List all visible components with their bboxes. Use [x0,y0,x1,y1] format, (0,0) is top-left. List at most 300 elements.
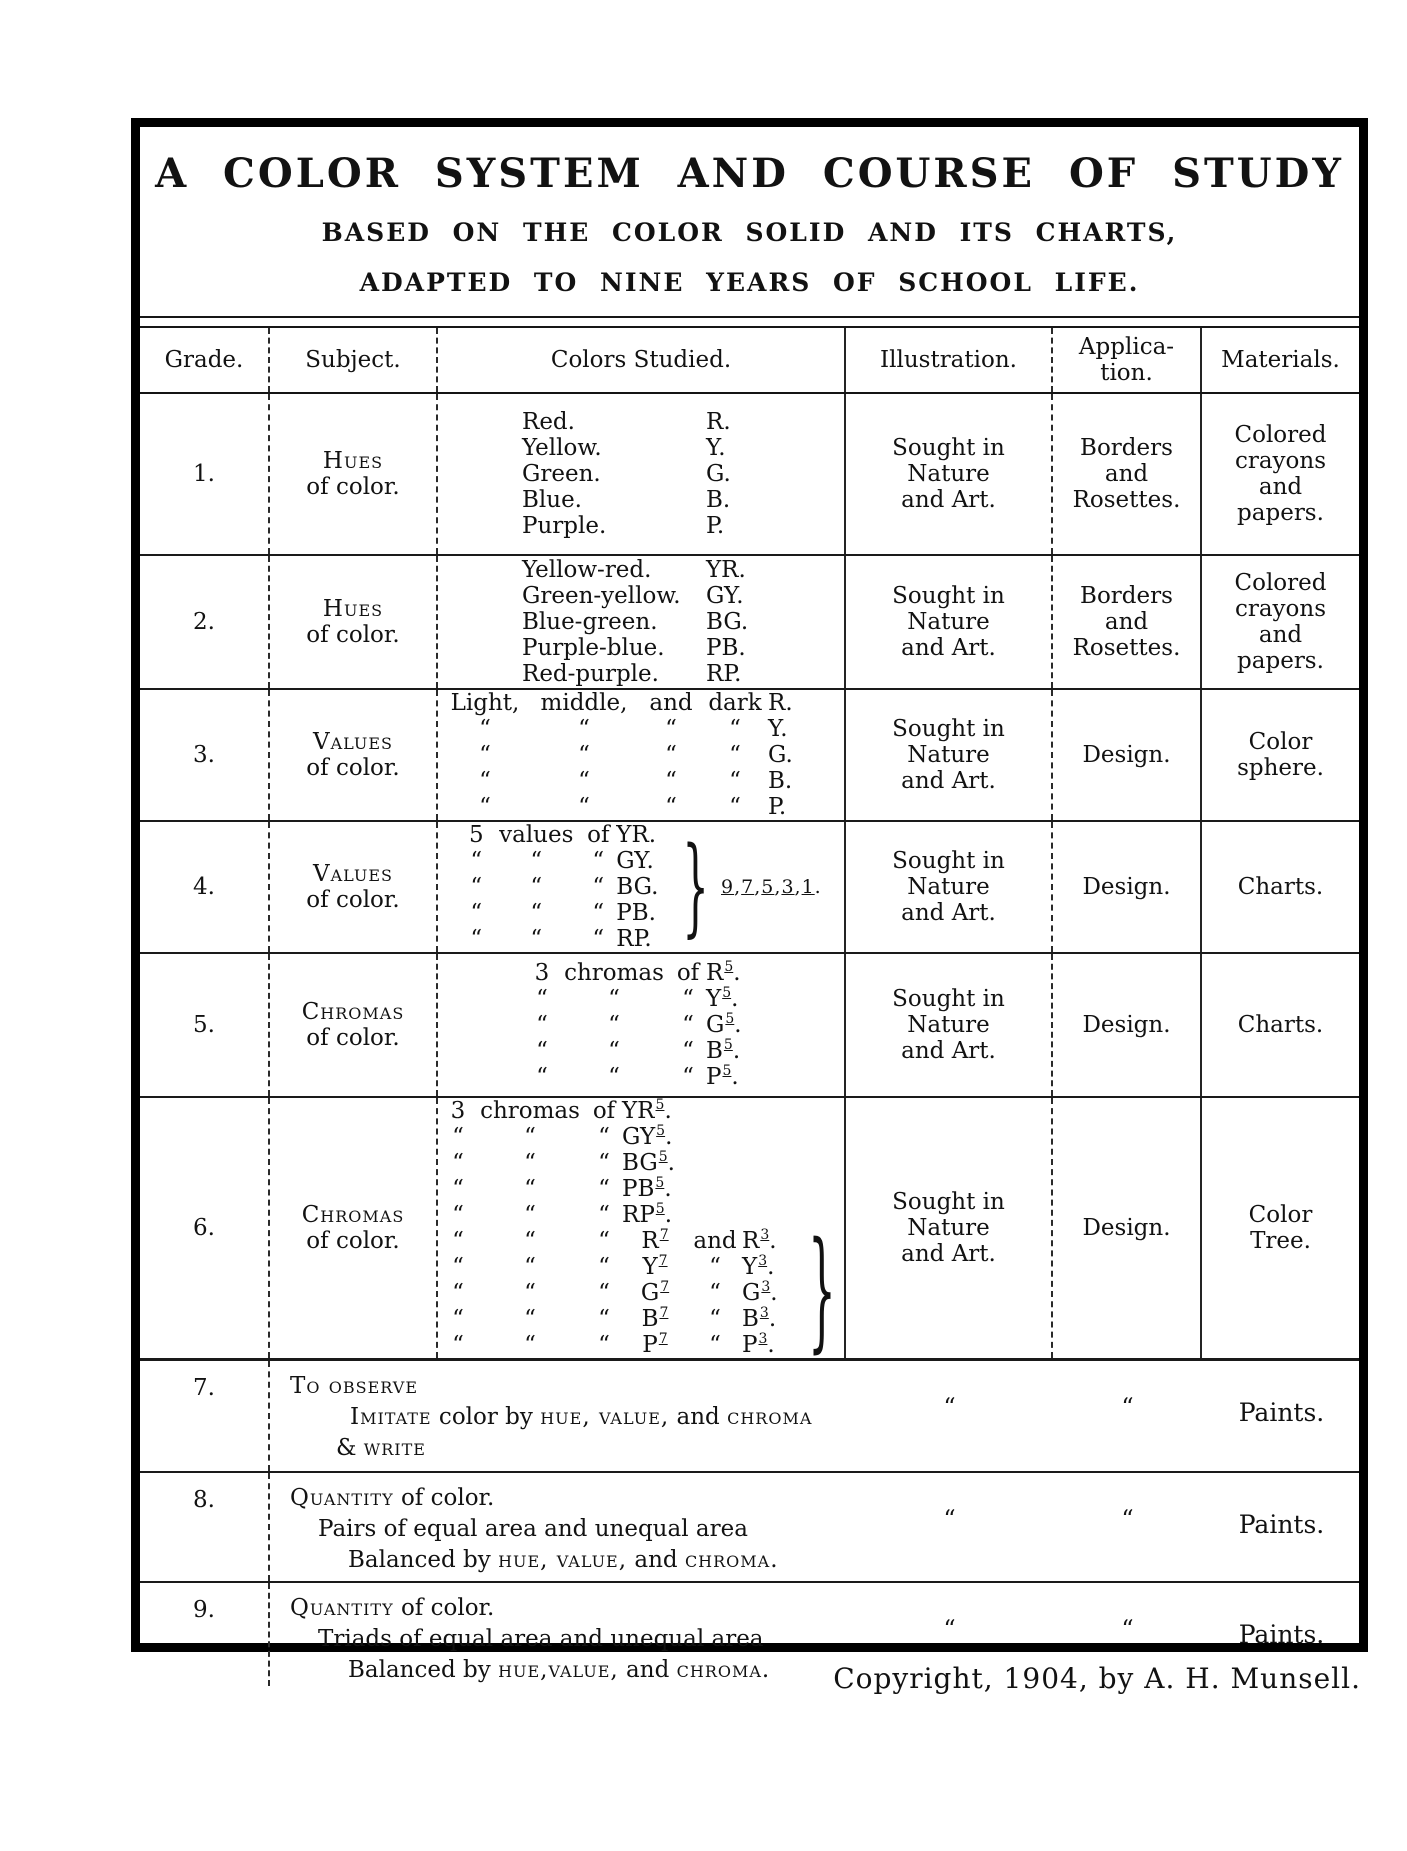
text-line [522,583,760,609]
text-line [1221,347,1340,373]
text-part: chroma [684,1547,771,1573]
text-part: $P^5$. [706,1063,739,1090]
text-part: and [649,690,693,716]
text-part: G. [768,742,793,768]
application-ditto [1053,1361,1202,1464]
text-part: chroma [676,1657,762,1683]
table-row-grade-8 [140,1471,1359,1581]
header-cell-grade [140,328,268,392]
text-line [306,1228,399,1254]
text-part: “ [452,1254,464,1280]
subject-cell [268,556,436,688]
text-line [1073,487,1181,513]
text-part: “ [709,1254,721,1280]
text-part: $G^3$. [742,1279,778,1306]
text-line [290,1593,494,1624]
text-part: Subject. [305,347,401,373]
text-line [892,583,1005,609]
text-line [306,887,399,913]
text-part: , [734,876,742,898]
text-part: B. [706,487,731,513]
text-part: “ [470,900,483,926]
text-line [290,1545,778,1576]
application-ditto [1053,1473,1202,1576]
colors-cell [436,954,844,1096]
text-part: . [814,876,822,898]
grade-cell [140,1098,268,1358]
text-part: “ [524,1254,536,1280]
text-line [907,874,990,900]
application-cell [1051,822,1200,952]
text-line [901,1241,996,1267]
text-part: Color [1248,729,1313,755]
text-part: chromas [480,1098,580,1124]
text-line [522,487,760,513]
text-part: “ [452,1202,464,1228]
text-part: P. [768,794,787,820]
value-steps-note [721,877,822,897]
brace-glyph: } [682,823,710,949]
ditto-mark: “ [943,1615,956,1643]
text-part: “ [536,986,548,1012]
header-cell-illustration [844,328,1051,392]
table-row-grade-7 [140,1358,1359,1471]
text-part: “ [608,986,620,1012]
application-cell [1051,954,1200,1096]
text-part: and Art. [901,768,996,794]
grade-number: 6. [193,1215,215,1241]
text-part: $RP^5$. [622,1201,673,1228]
ditto-grid [442,1098,688,1228]
subject-cell [268,394,436,554]
text-part: papers. [1237,648,1324,674]
text-part: Borders [1080,435,1173,461]
text-line [290,1483,494,1514]
text-part: Tree. [1250,1228,1311,1254]
text-part: color by [431,1404,541,1430]
materials-text: Paints. [1238,1620,1325,1649]
text-part: Nature [907,1012,990,1038]
subject-cell [268,822,436,952]
subject-cell [268,1098,436,1358]
text-part: $P^7$ [642,1331,668,1358]
text-line [442,1254,798,1280]
text-line [306,755,399,781]
text-part: and Art. [901,487,996,513]
text-part: “ [592,900,605,926]
text-part: “ [709,1332,721,1358]
application-cell [1051,556,1200,688]
subject-cell [268,690,436,820]
text-part: chroma [727,1404,813,1430]
text-part: chromas [564,960,664,986]
text-part: and [1258,474,1303,500]
text-line [1105,461,1148,487]
text-line [526,960,756,986]
text-part: Chromas [301,1202,405,1228]
text-part: “ [682,1038,694,1064]
ditto-mark: “ [1121,1615,1134,1643]
text-part: and [1104,609,1149,635]
text-part: $G^7$ [640,1279,670,1306]
table-row-grade-6 [140,1096,1359,1367]
text-line [880,347,1017,373]
text-part: of [587,822,610,848]
text-part: and Art. [901,900,996,926]
text-line [901,900,996,926]
table-row-grade-2 [140,554,1359,688]
text-line [892,716,1005,742]
text-part: PB. [706,635,746,661]
text-line [460,900,674,926]
text-part: Light, [450,690,520,716]
text-line [892,986,1005,1012]
text-part: & [336,1435,364,1461]
text-part: Sought in [892,1189,1005,1215]
illustration-ditto [846,1361,1053,1464]
bottom-row-grid [270,1473,1359,1576]
text-part: “ [608,1038,620,1064]
text-part: RP. [616,926,652,952]
text-part: “ [452,1332,464,1358]
text-part: “ [598,1254,610,1280]
text-part: “ [729,768,741,794]
text-line [1080,583,1173,609]
text-line [892,435,1005,461]
grade-number: 4. [193,874,215,900]
text-part: “ [470,848,483,874]
text-part: “ [536,1064,548,1090]
text-part: GY. [706,583,744,609]
text-part: Y. [706,435,726,461]
grade-cell [140,556,268,688]
text-line [901,635,996,661]
text-part: and [618,1657,677,1683]
grade-cell [140,822,268,952]
text-part: “ [530,848,543,874]
text-line [442,1176,688,1202]
text-line [526,986,756,1012]
materials-cell [1200,1098,1359,1358]
text-part: . [770,1547,778,1573]
text-part: “ [524,1124,536,1150]
text-part: . [761,1657,770,1683]
text-part: Purple. [522,513,607,539]
text-part: of color. [306,474,400,500]
text-line [305,347,400,373]
text-part: Materials. [1221,347,1340,373]
text-line [442,1332,798,1358]
brace-glyph: } [808,1216,836,1367]
text-part: $GY^5$. [622,1123,673,1150]
text-line [522,435,760,461]
text-part: “ [524,1228,536,1254]
text-part: of [676,960,700,986]
text-line [302,999,405,1025]
text-line [313,861,393,887]
text-part: of color. [306,755,400,781]
text-part: “ [592,874,605,900]
text-line [442,1098,688,1124]
text-line [323,448,383,474]
text-part: Rosettes. [1072,635,1181,661]
illustration-cell [844,954,1051,1096]
text-line [306,622,399,648]
text-part: $B^5$. [706,1037,741,1064]
text-part: “ [470,874,483,900]
text-part: Borders [1080,583,1173,609]
text-part: write [363,1435,426,1461]
text-part: of color. [306,622,400,648]
text-line [460,848,674,874]
text-part: Quantity [290,1485,394,1511]
statement-cell [270,1473,846,1576]
grade-cell [140,394,268,554]
text-line [290,1624,764,1655]
text-line [302,1202,405,1228]
text-line [442,1228,798,1254]
text-part: “ [665,716,677,742]
text-line [522,635,760,661]
ditto-grid [460,822,674,952]
application-cell [1051,394,1200,554]
text-part: Grade. [164,347,244,373]
text-part: “ [578,716,590,742]
grade-number: 7. [193,1375,215,1401]
text-part: “ [682,986,694,1012]
text-part: Imitate [350,1404,432,1430]
text-part: “ [524,1176,536,1202]
text-line [522,557,760,583]
text-part: “ [479,768,491,794]
materials-cell [1202,1361,1361,1464]
text-part: crayons [1234,448,1327,474]
illustration-cell [844,394,1051,554]
text-line [522,461,760,487]
text-part: “ [452,1150,464,1176]
materials-cell [1200,556,1359,688]
text-part: and Art. [901,635,996,661]
grade-number: 8. [193,1487,215,1513]
text-line [460,926,674,952]
text-part: $B^3$. [742,1305,777,1332]
text-part: of color. [393,1485,495,1511]
text-line [1249,1202,1313,1228]
illustration-cell [844,556,1051,688]
text-line [442,794,808,820]
text-part: Green. [522,461,601,487]
text-part: “ [578,794,590,820]
text-line [460,874,674,900]
text-part: , [754,876,762,898]
text-part: YR. [616,822,657,848]
text-part: Applica- [1078,334,1175,360]
illustration-cell [844,822,1051,952]
table-row-grade-1 [140,394,1359,554]
text-line [442,768,808,794]
copyright-line: Copyright, 1904, by A. H. Munsell. [833,1662,1361,1695]
text-line [1238,1012,1323,1038]
text-line [460,822,674,848]
grade-cell [140,954,268,1096]
text-part: R. [768,690,793,716]
text-line [165,347,244,373]
text-part: P. [706,513,725,539]
text-part: “ [598,1202,610,1228]
text-part: “ [665,742,677,768]
text-part: middle, [540,690,628,716]
text-part: Color [1248,1202,1313,1228]
text-line [442,690,808,716]
text-part: and [669,1404,728,1430]
text-line [442,716,808,742]
text-part: of color. [306,887,400,913]
text-line [313,729,393,755]
text-line [1235,448,1326,474]
text-part: “ [479,742,491,768]
text-part: 7 [741,876,755,898]
text-line [290,1433,426,1464]
text-part: 3 [534,960,550,986]
text-line [306,1025,399,1051]
text-line [442,1150,688,1176]
text-line [522,513,760,539]
text-part: and [1104,461,1149,487]
text-part: “ [452,1306,464,1332]
colors-cell [436,822,844,952]
text-part: Charts. [1237,1012,1324,1038]
text-part: Colored [1234,422,1327,448]
text-part: 3 [781,876,795,898]
text-part: Nature [907,1215,990,1241]
text-part: G. [706,461,731,487]
title-block [140,127,1359,297]
text-line [522,609,760,635]
values-group [460,822,821,952]
text-part: “ [530,926,543,952]
text-part: Design. [1082,1215,1171,1241]
text-part: “ [524,1306,536,1332]
text-line [1082,1215,1170,1241]
text-part: BG. [616,874,659,900]
grade-cell [140,1361,268,1471]
text-line [1100,360,1153,386]
text-line [522,409,760,435]
text-part: 1 [801,876,815,898]
text-part: Y. [768,716,788,742]
text-part: Rosettes. [1072,487,1181,513]
text-line [901,487,996,513]
text-part: “ [536,1038,548,1064]
grade-cell [140,690,268,820]
text-part: papers. [1237,500,1324,526]
text-part: GY. [616,848,654,874]
text-part: “ [452,1228,464,1254]
text-line [290,1514,748,1545]
text-part: “ [598,1150,610,1176]
text-line [1073,635,1181,661]
text-part: “ [479,794,491,820]
text-line [892,1189,1005,1215]
text-part: “ [536,1012,548,1038]
text-line [892,848,1005,874]
text-part: and Art. [901,1241,996,1267]
text-line [1080,435,1173,461]
text-part: Blue. [522,487,582,513]
document-subtitle-1: BASED ON THE COLOR SOLID AND ITS CHARTS, [321,218,1178,247]
text-part: $P^3$. [742,1331,775,1358]
text-part: Yellow-red. [522,557,652,583]
text-part: “ [729,716,741,742]
text-line [1249,729,1313,755]
text-part: $R^3$. [742,1227,777,1254]
text-part: Values [312,729,394,755]
text-line [526,1012,756,1038]
text-part: “ [530,874,543,900]
document-subtitle-2: ADAPTED TO NINE YEARS OF SCHOOL LIFE. [359,268,1140,297]
text-part: $PB^5$. [622,1175,672,1202]
text-part: Sought in [892,986,1005,1012]
text-part: “ [524,1280,536,1306]
text-part: “ [530,900,543,926]
text-part: of color. [306,1228,400,1254]
text-part: “ [592,848,605,874]
text-line [442,1202,688,1228]
text-part: $Y^7$ [642,1253,668,1280]
text-part: R. [706,409,731,435]
text-part: “ [598,1228,610,1254]
text-part: Red. [522,409,575,435]
ditto-mark: “ [943,1393,956,1421]
text-line [907,742,990,768]
text-part: values [499,822,574,848]
text-line [290,1402,812,1433]
text-part: tion. [1100,360,1153,386]
materials-cell [1200,690,1359,820]
text-part: Illustration. [880,347,1017,373]
text-line [901,1038,996,1064]
text-part: “ [598,1176,610,1202]
text-part: Colors Studied. [550,347,732,373]
text-part: Nature [907,609,990,635]
text-line [442,1124,688,1150]
application-cell [1051,1098,1200,1358]
table-row-grade-3 [140,688,1359,820]
text-part: To observe [290,1373,418,1399]
text-part: Design. [1082,874,1171,900]
text-line [1238,874,1323,900]
text-line [901,768,996,794]
text-part: of color. [393,1595,495,1621]
text-part: Sought in [892,435,1005,461]
materials-cell [1200,954,1359,1096]
text-part: 5 [468,822,484,848]
text-part: Design. [1082,1012,1171,1038]
text-part: “ [578,768,590,794]
text-part: Pairs of equal area and unequal area [318,1516,748,1542]
text-line [323,596,383,622]
text-part: “ [470,926,483,952]
text-part: “ [524,1150,536,1176]
grade-number: 3. [193,742,215,768]
text-part: $Y^3$. [742,1253,775,1280]
colors-cell [436,394,844,554]
text-part: $G^5$. [706,1011,742,1038]
text-part: Blue-green. [522,609,658,635]
grade-number: 5. [193,1012,215,1038]
text-part: Sought in [892,716,1005,742]
text-part: Nature [907,461,990,487]
